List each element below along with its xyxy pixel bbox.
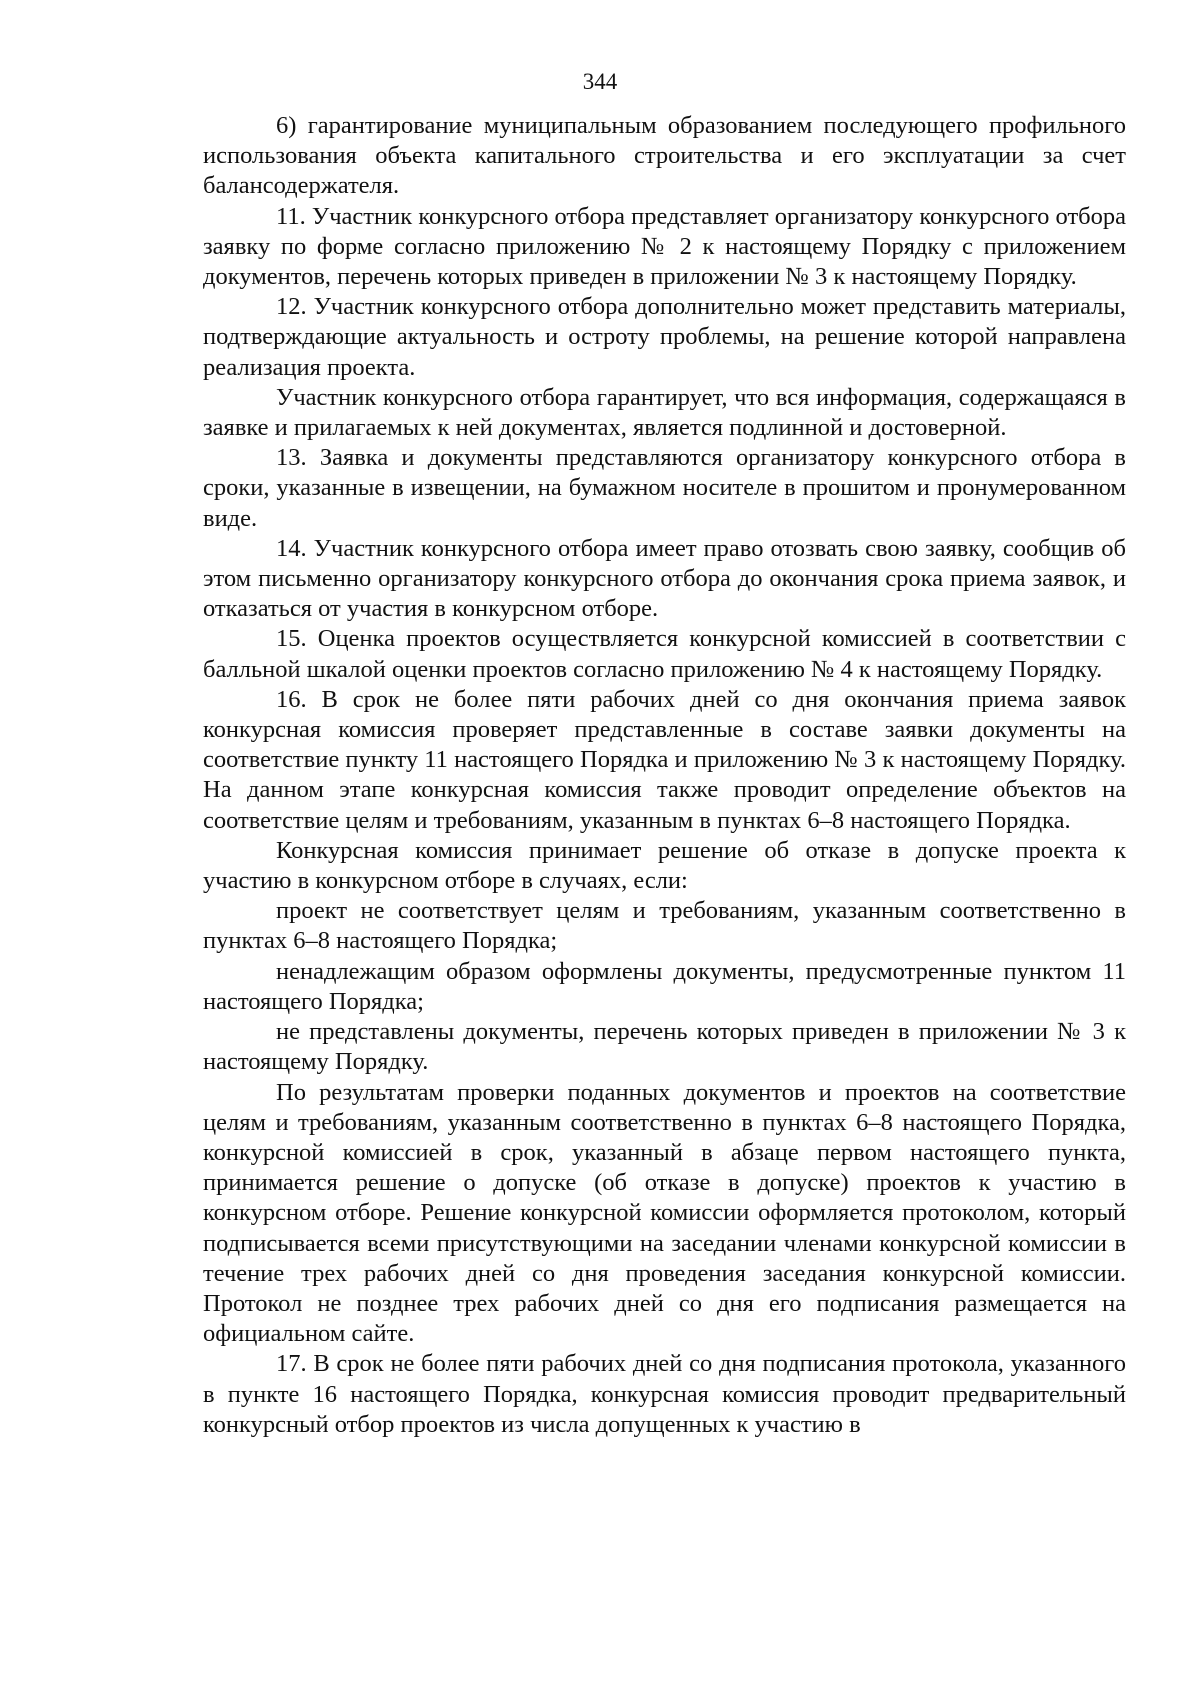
paragraph: 6) гарантирование муниципальным образованием последующего профильного использования объекта капитального строительства и его эксплуатации за счет балансодержателя. [203, 112, 1126, 200]
paragraph: Конкурсная комиссия принимает решение об отказе в допуске проекта к участию в конкурсном отборе в случаях, если: [203, 836, 1126, 895]
paragraph: По результатам проверки поданных документов и проектов на соответствие целям и требованиям, указанным соответственно в пунктах 6–8 настоящего Порядка, конкурсной комиссией в срок, указанный в абзаце первом настоящего пункта, принимается решение о допуске (об отказе в допуске) проектов к участию в конкурсном отборе. Решение конкурсной комиссии оформляется протоколом, который подписывается всеми присутствующими на заседании членами конкурсной комиссии в течение трех рабочих дней со дня проведения заседания конкурсной комиссии. Протокол не позднее трех рабочих дней со дня его подписания размещается на официальном сайте. [203, 1078, 1126, 1348]
paragraph: 13. Заявка и документы представляются организатору конкурсного отбора в сроки, указанные в извещении, на бумажном носителе в прошитом и пронумерованном виде. [203, 444, 1126, 532]
paragraph: Участник конкурсного отбора гарантирует, что вся информация, содержащаяся в заявке и прилагаемых к ней документах, является подлинной и достоверной. [203, 383, 1126, 442]
paragraph: 15. Оценка проектов осуществляется конкурсной комиссией в соответствии с балльной шкалой оценки проектов согласно приложению № 4 к настоящему Порядку. [203, 625, 1126, 683]
paragraph: 12. Участник конкурсного отбора дополнительно может представить материалы, подтверждающие актуальность и остроту проблемы, на решение которой направлена реализация проекта. [203, 293, 1126, 381]
paragraph: не представлены документы, перечень которых приведен в приложении № 3 к настоящему Порядку. [203, 1018, 1126, 1076]
paragraph: 11. Участник конкурсного отбора представляет организатору конкурсного отбора заявку по форме согласно приложению № 2 к настоящему Порядку с приложением документов, перечень которых приведен в приложении № 3 к настоящему Порядку. [203, 202, 1126, 291]
page-number: 344 [582, 69, 618, 94]
document-body [203, 111, 1126, 1440]
paragraph: проект не соответствует целям и требованиям, указанным соответственно в пунктах 6–8 настоящего Порядка; [203, 897, 1126, 955]
paragraph: 16. В срок не более пяти рабочих дней со дня окончания приема заявок конкурсная комиссия проверяет представленные в составе заявки документы на соответствие пункту 11 настоящего Порядка и приложению № 3 к настоящему Порядку. На данном этапе конкурсная комиссия также проводит определение объектов на соответствие целям и требованиям, указанным в пунктах 6–8 настоящего Порядка. [203, 685, 1126, 834]
paragraph: 14. Участник конкурсного отбора имеет право отозвать свою заявку, сообщив об этом письменно организатору конкурсного отбора до окончания срока приема заявок, и отказаться от участия в конкурсном отборе. [203, 534, 1126, 623]
paragraph: ненадлежащим образом оформлены документы, предусмотренные пунктом 11 настоящего Порядка; [203, 957, 1126, 1015]
paragraph: 17. В срок не более пяти рабочих дней со дня подписания протокола, указанного в пункте 16 настоящего Порядка, конкурсная комиссия проводит предварительный конкурсный отбор проектов из числа допущенных к участию в [203, 1350, 1126, 1438]
